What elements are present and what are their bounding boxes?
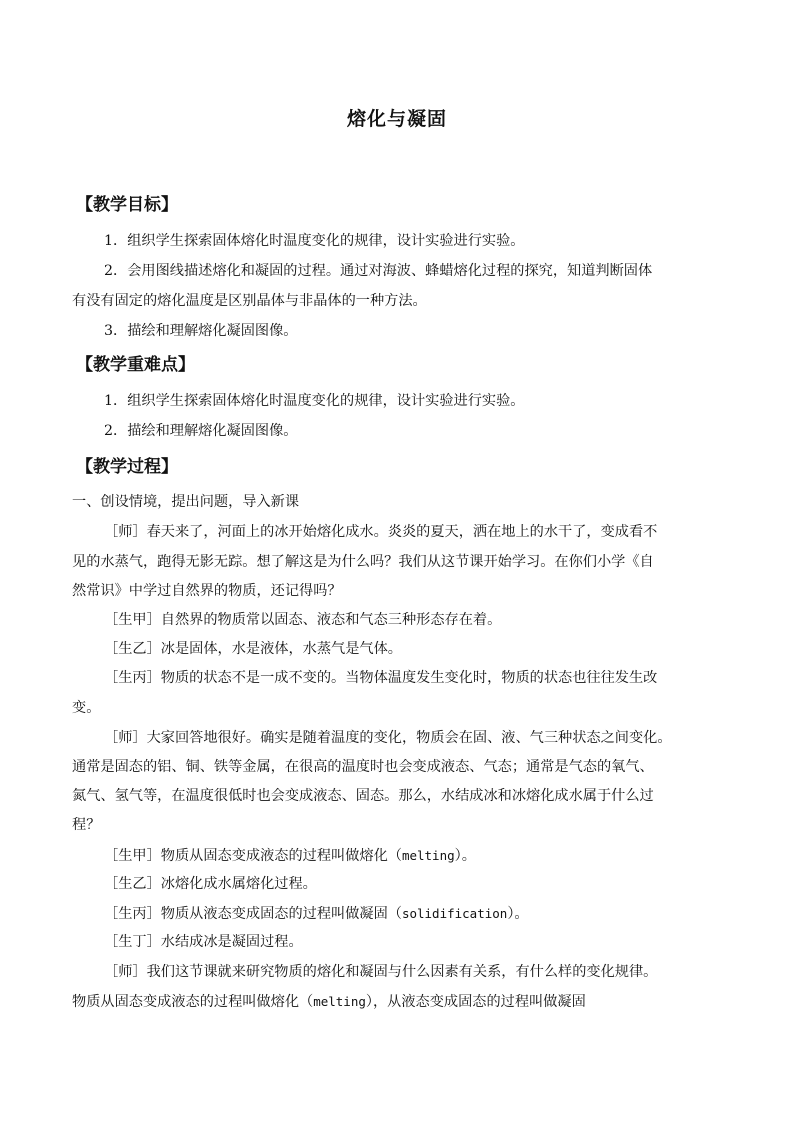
page-title: 熔化与凝固: [346, 108, 447, 130]
process-subheading: 一、创设情境，提出问题，导入新课: [72, 494, 300, 510]
process-line: 见的水蒸气，跑得无影无踪。想了解这是为什么吗？我们从这节课开始学习。在你们小学《自: [72, 554, 654, 570]
key-point-line-2: 2．描绘和理解熔化凝固图像。: [104, 423, 298, 439]
goal-line-3: 3．描绘和理解熔化凝固图像。: [104, 323, 298, 339]
process-line: ［生乙］冰熔化成水属熔化过程。: [104, 876, 317, 892]
process-term: melting: [401, 848, 455, 863]
process-line: [72, 987, 724, 1018]
heading-key-points: 【教学重难点】: [76, 355, 195, 375]
process-text: ）。: [507, 906, 529, 922]
process-line: [104, 841, 756, 872]
process-line: 氮气、氢气等，在温度很低时也会变成液态、固态。那么，水结成冰和冰熔化成水属于什么过: [72, 788, 654, 804]
process-line: ［生甲］自然界的物质常以固态、液态和气态三种形态存在着。: [104, 612, 502, 628]
process-term: melting: [313, 994, 366, 1009]
process-line: 然常识》中学过自然界的物质，还记得吗？: [72, 583, 342, 599]
process-line: 程？: [72, 817, 101, 833]
process-text: 物质从固态变成液态的过程叫做熔化（: [72, 994, 314, 1010]
process-term: solidification: [401, 906, 508, 921]
process-text: ［生甲］物质从固态变成液态的过程叫做熔化（: [104, 848, 402, 864]
process-line: ［生丁］水结成冰是凝固过程。: [104, 934, 303, 950]
process-line: [104, 899, 756, 930]
goal-line-2-cont: 有没有固定的熔化温度是区别晶体与非晶体的一种方法。: [72, 293, 427, 309]
process-text: ），从液态变成固态的过程叫做凝固: [365, 994, 586, 1010]
process-line: ［师］大家回答地很好。确实是随着温度的变化，物质会在固、液、气三种状态之间变化。: [104, 730, 672, 746]
key-point-line-1: 1．组织学生探索固体熔化时温度变化的规律，设计实验进行实验。: [104, 393, 525, 409]
process-line: ［生丙］物质的状态不是一成不变的。当物体温度发生变化时，物质的状态也往往发生改: [104, 670, 658, 686]
heading-teaching-goals: 【教学目标】: [76, 195, 178, 215]
process-line: ［师］春天来了，河面上的冰开始熔化成水。炎炎的夏天，洒在地上的水干了，变成看不: [104, 524, 658, 540]
process-line: 通常是固态的铝、铜、铁等金属，在很高的温度时也会变成液态、气态；通常是气态的氧气、: [72, 759, 654, 775]
goal-line-1: 1．组织学生探索固体熔化时温度变化的规律，设计实验进行实验。: [104, 233, 525, 249]
process-text: ［生丙］物质从液态变成固态的过程叫做凝固（: [104, 906, 402, 922]
process-line: 变。: [72, 700, 101, 716]
process-line: ［师］我们这节课就来研究物质的熔化和凝固与什么因素有关系，有什么样的变化规律。: [104, 964, 658, 980]
process-text: ）。: [454, 848, 476, 864]
heading-teaching-process: 【教学过程】: [76, 457, 178, 477]
goal-line-2: 2．会用图线描述熔化和凝固的过程。通过对海波、蜂蜡熔化过程的探究，知道判断固体: [104, 263, 653, 279]
process-line: ［生乙］冰是固体，水是液体，水蒸气是气体。: [104, 641, 402, 657]
